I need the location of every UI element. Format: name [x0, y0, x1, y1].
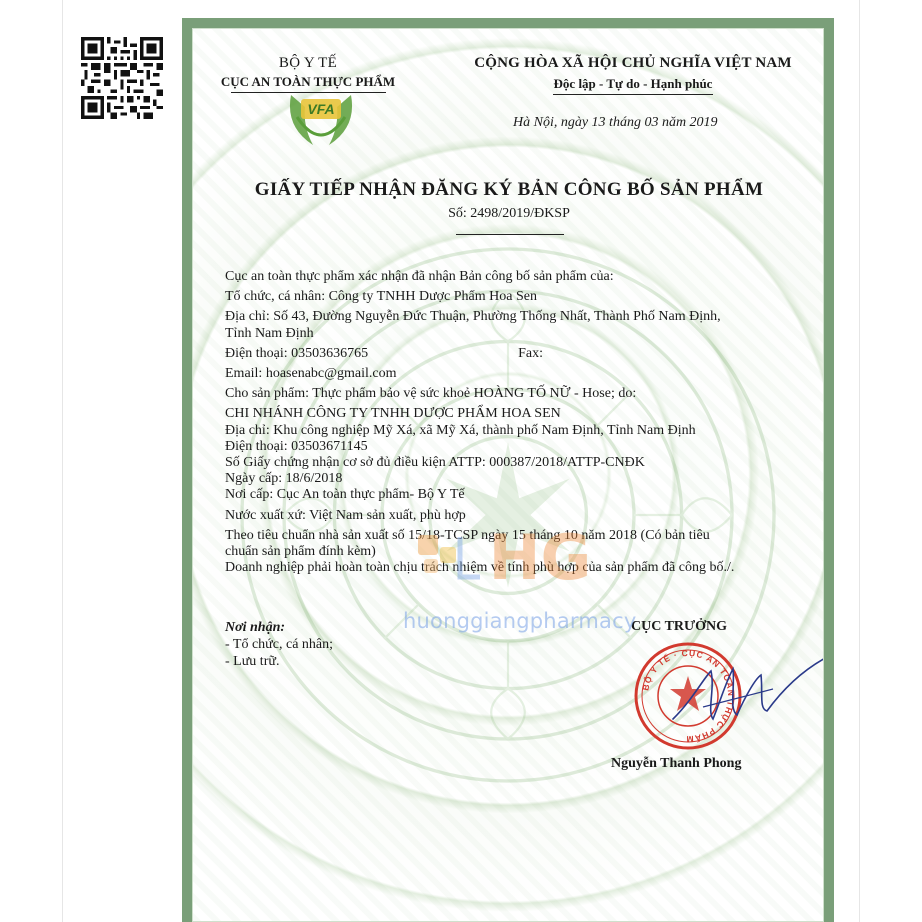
manufacturer-phone: Điện thoại: 03503671145: [225, 438, 368, 454]
food-safety-cert-number: Số Giấy chứng nhận cơ sở đủ điều kiện ATTP: 000387/2018/ATTP-CNĐK: [225, 455, 645, 471]
signatory-name: Nguyễn Thanh Phong: [611, 756, 742, 771]
document-title: GIẤY TIẾP NHẬN ĐĂNG KÝ BẢN CÔNG BỐ SẢN PHẨM: [254, 179, 764, 200]
motto-divider: [553, 94, 713, 95]
org-address-line-1: Địa chỉ: Số 43, Đường Nguyễn Đức Thuận, Phường Thống Nhất, Thành Phố Nam Định,: [225, 309, 721, 325]
certificate-frame: [182, 18, 834, 922]
org-fax: Fax:: [518, 345, 543, 361]
recipient-item: - Tổ chức, cá nhân;: [225, 637, 334, 652]
org-address-line-2: Tỉnh Nam Định: [225, 325, 314, 341]
ministry-name: BỘ Y TẾ: [278, 55, 338, 71]
manufacturer-address: Địa chỉ: Khu công nghiệp Mỹ Xá, xã Mỹ Xá, thành phố Nam Định, Tỉnh Nam Định: [225, 422, 696, 438]
certificate-paper: [192, 28, 824, 922]
org-email: Email: hoasenabc@gmail.com: [225, 366, 397, 382]
pharmacy-watermark-logo-icon: [400, 507, 610, 607]
pharmacy-watermark-text: huonggiangpharmacy: [403, 609, 637, 633]
handwritten-signature: [663, 649, 824, 739]
standard-line-2: chuẩn sản phẩm đính kèm): [225, 544, 376, 560]
manufacturer-name: CHI NHÁNH CÔNG TY TNHH DƯỢC PHẨM HOA SEN: [225, 406, 561, 422]
title-divider: [456, 234, 564, 235]
national-motto: Độc lập - Tự do - Hạnh phúc: [553, 76, 713, 91]
republic-name: CỘNG HÒA XÃ HỘI CHỦ NGHĨA VIỆT NAM: [474, 55, 792, 71]
recipients-block: [225, 619, 333, 670]
signatory-title: CỤC TRƯỞNG: [631, 619, 728, 634]
cert-issued-by: Nơi cấp: Cục An toàn thực phẩm- Bộ Y Tế: [225, 487, 465, 503]
national-header: [443, 55, 823, 95]
seal-text: BỘ Y TẾ · CỤC AN TOÀN THỰC PHẨM: [640, 647, 737, 745]
qr-code-icon: [79, 37, 165, 119]
body-intro: Cục an toàn thực phẩm xác nhận đã nhận Bản công bố sản phẩm của:: [225, 269, 614, 284]
contact-row: [225, 346, 815, 362]
cert-issue-date: Ngày cấp: 18/6/2018: [225, 471, 343, 487]
org-name: Tổ chức, cá nhân: Công ty TNHH Dược Phẩm Hoa Sen: [225, 289, 537, 305]
agency-name: CỤC AN TOÀN THỰC PHẨM: [220, 74, 396, 89]
recipients-label: Nơi nhận:: [225, 620, 286, 635]
vfa-logo-icon: [283, 87, 359, 153]
country-of-origin: Nước xuất xứ: Việt Nam sản xuất, phù hợp: [225, 507, 466, 523]
issue-place-date: Hà Nội, ngày 13 tháng 03 năm 2019: [513, 115, 718, 130]
responsibility-statement: Doanh nghiệp phải hoàn toàn chịu trách nhiệm về tính phù hợp của sản phẩm đã công bố./.: [225, 560, 735, 576]
org-phone: Điện thoại: 03503636765: [225, 345, 369, 361]
watermark-logo-text: HG: [488, 521, 592, 594]
product-name: Cho sản phẩm: Thực phẩm bảo vệ sức khoẻ HOÀNG TỐ NỮ - Hose; do:: [225, 386, 637, 402]
recipient-item: - Lưu trữ.: [225, 654, 280, 669]
document-number: Số: 2498/2019/ĐKSP: [448, 206, 570, 221]
vfa-logo-text: VFA: [307, 101, 335, 117]
standard-line-1: Theo tiêu chuẩn nhà sản xuất số 15/18-TCSP ngày 15 tháng 10 năm 2018 (Có bản tiêu: [225, 527, 710, 543]
